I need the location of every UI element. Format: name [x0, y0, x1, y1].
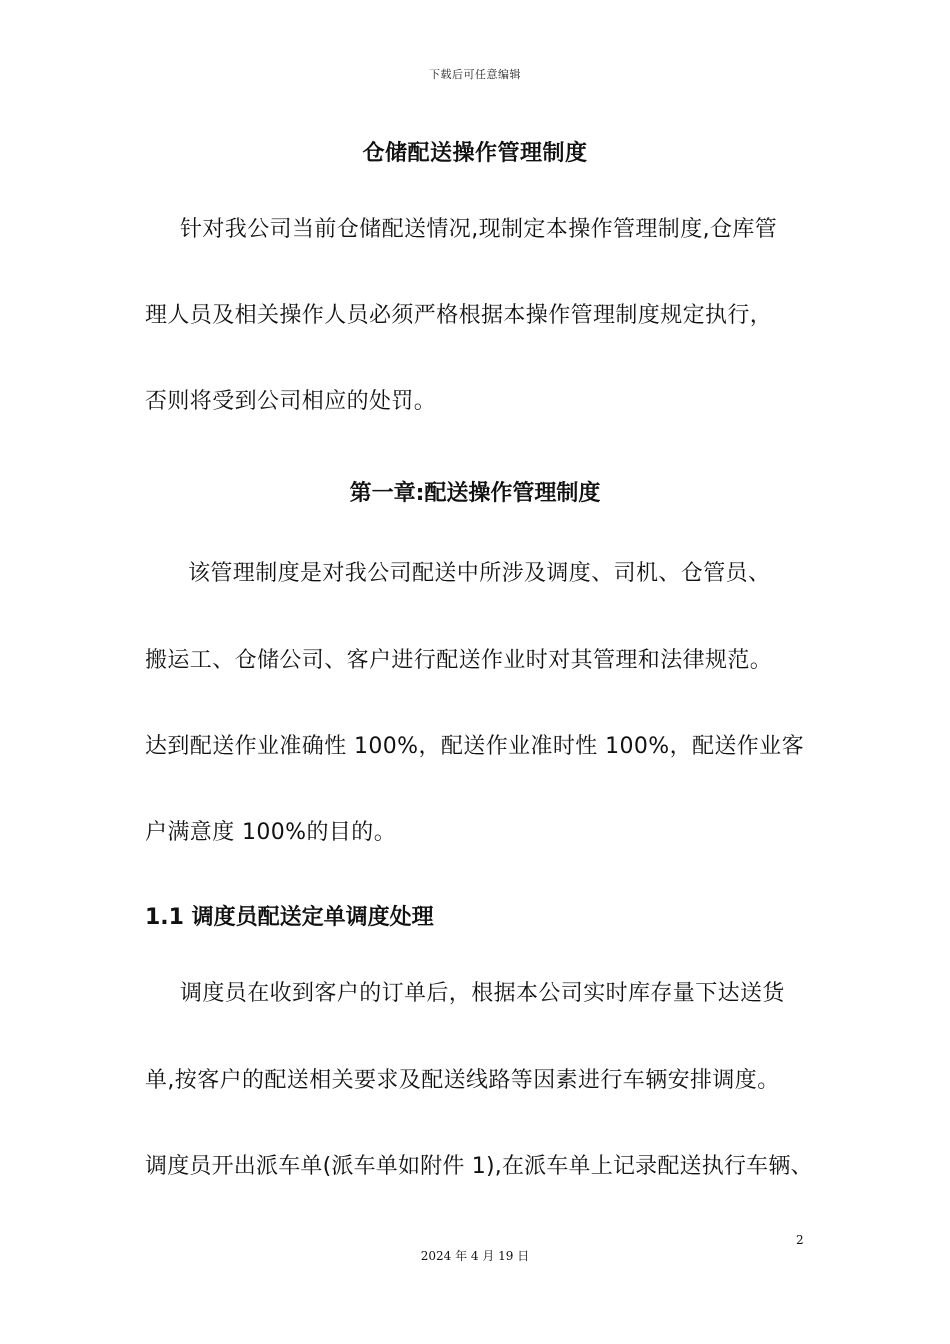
intro-line-1: 针对我公司当前仓储配送情况,现制定本操作管理制度,仓库管	[180, 217, 778, 242]
chapter-line-1: 该管理制度是对我公司配送中所涉及调度、司机、仓管员、	[188, 561, 771, 586]
intro-line-3: 否则将受到公司相应的处罚。	[145, 389, 437, 414]
footer-date: 2024 年 4 月 19 日	[420, 1249, 530, 1263]
chapter-line-4: 户满意度 100%的目的。	[145, 820, 397, 845]
chapter-title: 第一章:配送操作管理制度	[349, 481, 601, 506]
page-number: 2	[796, 1233, 804, 1247]
chapter-line-2: 搬运工、仓储公司、客户进行配送作业时对其管理和法律规范。	[145, 648, 773, 673]
header-note: 下载后可任意编辑	[429, 68, 521, 81]
section-line-3: 调度员开出派车单(派车单如附件 1),在派车单上记录配送执行车辆、	[145, 1154, 813, 1179]
intro-line-2: 理人员及相关操作人员必须严格根据本操作管理制度规定执行，	[145, 303, 773, 328]
document-title: 仓储配送操作管理制度	[362, 141, 588, 166]
chapter-line-3: 达到配送作业准确性 100%，配送作业准时性 100%，配送作业客	[145, 734, 804, 759]
section-line-1: 调度员在收到客户的订单后，根据本公司实时库存量下达送货	[180, 981, 785, 1006]
section-line-2: 单,按客户的配送相关要求及配送线路等因素进行车辆安排调度。	[145, 1068, 780, 1093]
section-title: 1.1 调度员配送定单调度处理	[145, 905, 434, 930]
